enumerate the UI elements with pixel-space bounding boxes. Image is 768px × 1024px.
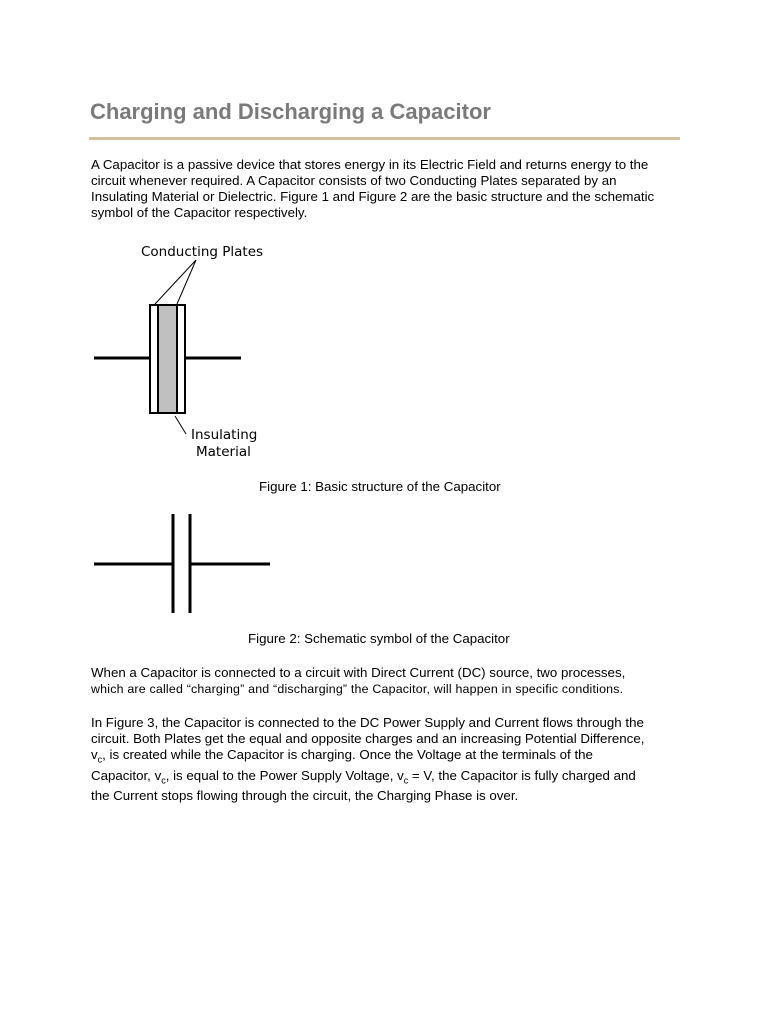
figure3-paragraph (91, 715, 691, 804)
dc-paragraph (91, 665, 691, 697)
voltage-subscript: c (97, 754, 103, 765)
voltage-subscript: c (403, 775, 409, 786)
dc-line: When a Capacitor is connected to a circuit with Direct Current (DC) source, two processes, (91, 665, 626, 680)
dc-line: which are called “charging” and “discharging” the Capacitor, will happen in specific conditions. (91, 682, 624, 696)
fig3-text: , is created while the Capacitor is charging. Once the Voltage at the terminals of the (102, 747, 593, 762)
fig3-text: , is equal to the Power Supply Voltage, v (165, 767, 404, 783)
page-title: Charging and Discharging a Capacitor (90, 99, 491, 124)
insulating-pointer (175, 416, 186, 434)
intro-paragraph (91, 157, 691, 221)
fig3-text: = V, the Capacitor is fully charged and (408, 767, 636, 783)
conducting-plates-label: Conducting Plates (141, 244, 264, 260)
plates-pointer-right (177, 260, 196, 304)
fig3-line: the Current stops flowing through the circuit, the Charging Phase is over. (91, 788, 519, 804)
title-underline (89, 137, 680, 140)
fig3-text: Capacitor, v (91, 767, 162, 783)
right-conducting-plate (177, 305, 185, 413)
fig3-line (91, 768, 691, 789)
figure2-schematic (0, 510, 300, 620)
fig3-line (91, 747, 691, 768)
voltage-subscript: c (161, 775, 166, 786)
fig3-line: In Figure 3, the Capacitor is connected to the DC Power Supply and Current flows through the (91, 715, 644, 730)
intro-line: Insulating Material or Dielectric. Figure 1 and Figure 2 are the basic structure and the schematic (91, 189, 655, 204)
intro-line: A Capacitor is a passive device that stores energy in its Electric Field and returns energy to the (91, 157, 649, 172)
dielectric-material (158, 305, 177, 413)
intro-line: circuit whenever required. A Capacitor consists of two Conducting Plates separated by an (91, 173, 617, 188)
insulating-label-line2: Material (196, 444, 251, 460)
insulating-label-line1: Insulating (191, 427, 258, 443)
voltage-symbol: v (91, 747, 98, 762)
plates-pointer-left (155, 260, 196, 304)
figure1-caption: Figure 1: Basic structure of the Capacitor (259, 479, 501, 494)
fig3-line: circuit. Both Plates get the equal and opposite charges and an increasing Potential Difference, (91, 731, 645, 746)
figure1-diagram (0, 230, 320, 470)
figure2-caption: Figure 2: Schematic symbol of the Capacitor (248, 631, 510, 646)
intro-line: symbol of the Capacitor respectively. (91, 205, 308, 220)
left-conducting-plate (150, 305, 158, 413)
